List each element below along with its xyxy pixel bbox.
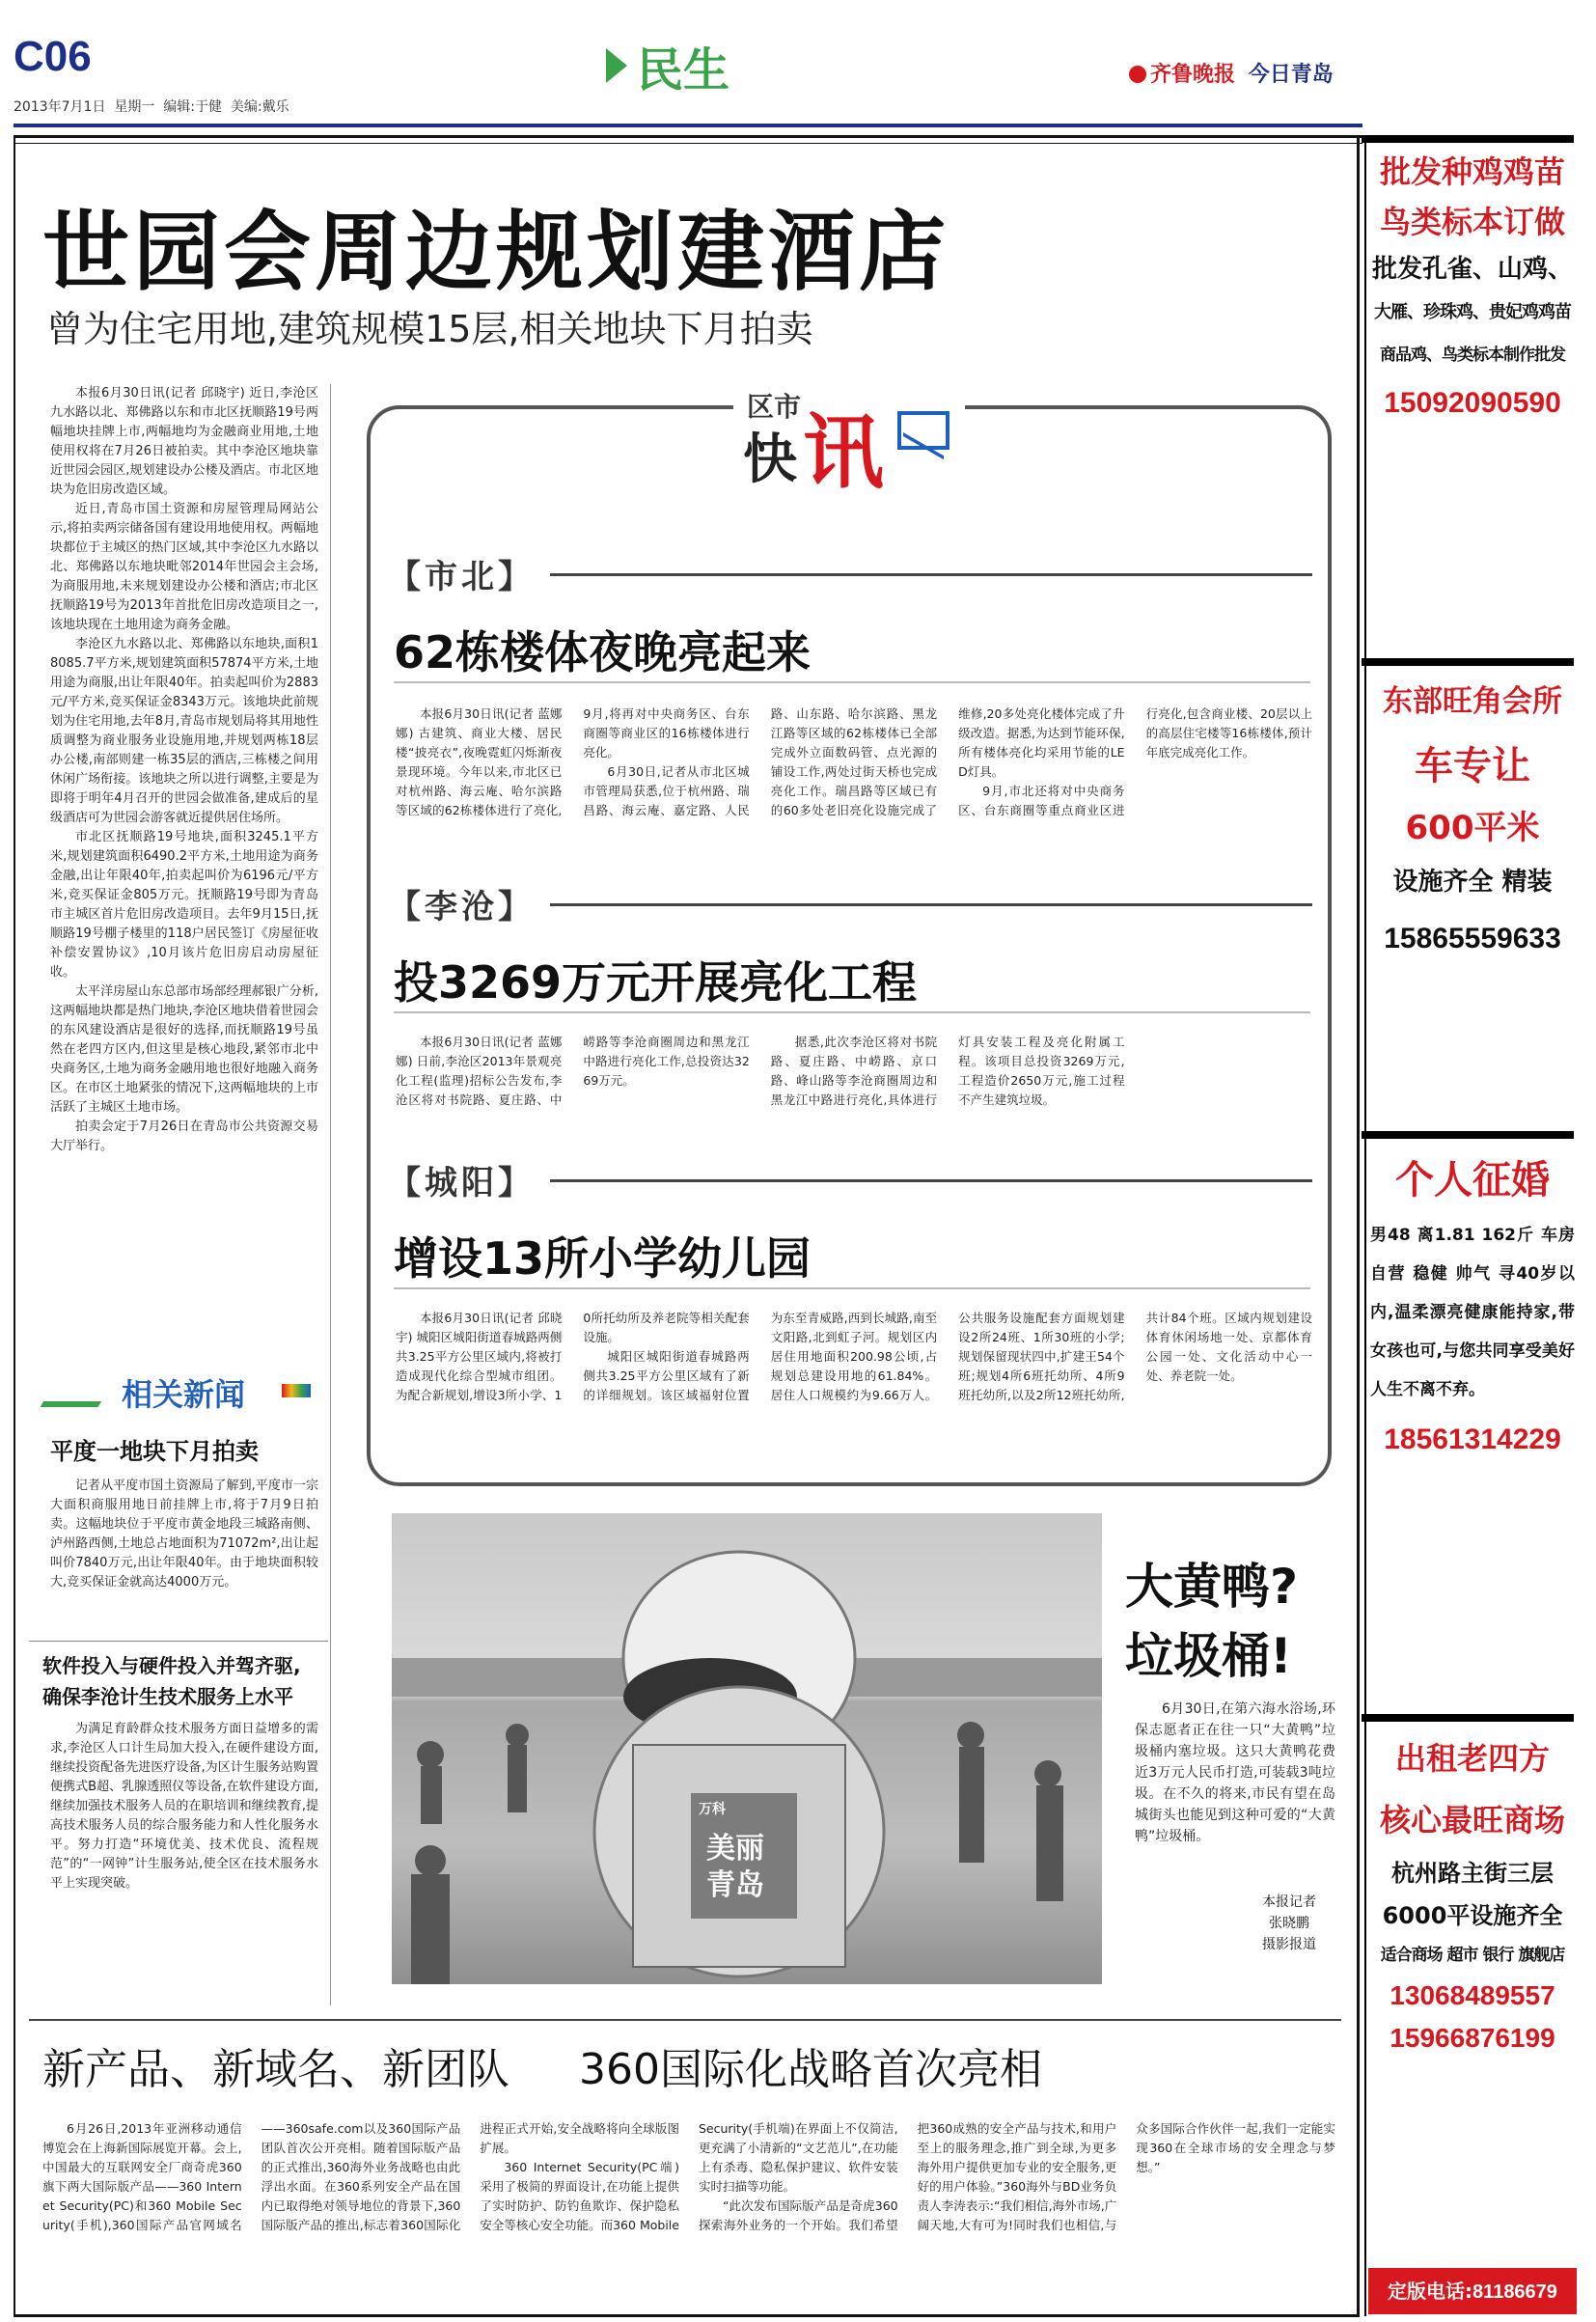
ad-sub: 批发孔雀、山鸡、 [1371, 255, 1573, 284]
ad-headline: 东部旺角会所 [1383, 684, 1562, 719]
ad-headline: 批发种鸡鸡苗 [1379, 153, 1565, 190]
hotline-phone[interactable]: 81186679 [1472, 2281, 1557, 2303]
ad-phone[interactable]: 13068489557 [1390, 1980, 1555, 2010]
ad-phone[interactable]: 15966876199 [1390, 2023, 1555, 2053]
ad-sub: 设施齐全 精装 [1392, 868, 1553, 897]
ad-headline: 出租老四方 [1394, 1740, 1550, 1777]
health-title-1: 软件投入与硬件投入并驾齐驱, [42, 1654, 301, 1677]
licang-body [396, 1033, 1312, 1139]
ad-sub: 杭州路主街三层 [1391, 1860, 1554, 1887]
weekday: 星期一 [114, 99, 155, 115]
lead-para: 拍卖会定于7月26日在青岛市公共资源交易大厅举行。 [50, 1120, 318, 1153]
duck-bin-illustration [392, 1513, 1102, 1984]
bottom-para: 360 Internet Security(PC端)采用了极简的界面设计,在功能上提供了实时防护、防钓鱼欺诈、保护隐私安全等核心安全功能。而360 Mobile Security(手机端)在界面上不仅简洁,更充满了小清新的“文艺范儿”,在功能上有杀毒、隐私保护建议、软件安装实时扫描等功能。 [480, 2121, 898, 2232]
related-label: 相关新闻 [122, 1376, 246, 1413]
shibei-para: 9月,市北还将对中央商务区、台东商圈等重点商业区进行亮化,包含商业楼、20层以上的高层住宅楼等16栋楼体,预计年底完成亮化工作。 [958, 706, 1312, 817]
health-para: 为满足育龄群众技术服务方面日益增多的需求,李沧区人口计生局加大投入,在硬件建设方面,继续投资配备先进医疗设备,为区计生服务站购置便携式B超、乳腺透照仪等设备,在软件建设方面,继续加强技术服务人员的在职培训和继续教育,提高技术服务人员的综合服务能力和人性化服务水平。努力打造“环境优美、技术优良、流程规范”的“一网钟”计生服务站,使全区在技术服务水平上实现突破。 [50, 1722, 318, 1891]
photo-caption-text: 6月30日,在第六海水浴场,环保志愿者正在往一只“大黄鸭”垃圾桶内塞垃圾。这只大黄鸭花费近3万元人民币打造,可装载3吨垃圾。在不久的将来,市民有望在岛城街头也能见到这种可爱的“大黄鸭”垃圾桶。 [1135, 1701, 1335, 1844]
section-title-shibei: 62栋楼体夜晚亮起来 [394, 626, 812, 678]
ad-sub: 商品鸡、鸟类标本制作批发 [1380, 346, 1565, 365]
section-tag-shibei: 【市北】 [388, 558, 535, 596]
bottom-body [42, 2119, 1335, 2308]
health-body [50, 1720, 318, 1894]
lead-para: 李沧区九水路以北、郑佛路以东地块,面积18085.7平方米,规划建筑面积57874平方米,土地用途为商服,出让年限40年。拍卖起叫价为2883元/平方米,竞买保证金8343万元。该地块此前规划为住宅用地,去年8月,青岛市规划局将其用地性质调整为商业服务业设施用地,并规划两栋18层办公楼,南部则建一栋35层的酒店,三栋楼之间用休闲广场衔接。该地块之所以进行调整,主要是为即将于明年4月召开的世园会做准备,建成后的星级酒店可为世园会游客就近提供居住场所。 [50, 637, 318, 825]
ad-sub: 大雁、珍珠鸡、贵妃鸡鸡苗 [1374, 302, 1571, 322]
photo-title-2: 垃圾桶! [1125, 1628, 1292, 1684]
section-title-licang: 投3269万元开展亮化工程 [394, 956, 918, 1009]
related-para: 记者从平度市国土资源局了解到,平度市一宗大面积商服用地日前挂牌上市,将于7月9日拍卖。这幅地块位于平度市黄金地段三城路南侧、泸州路西侧,土地总占地面积为71072m²,出让起叫价7840万元,出让年限40年。由于地块面积较大,竞买保证金就高达4000万元。 [50, 1479, 318, 1589]
ad-headline: 鸟类标本订做 [1379, 204, 1565, 240]
section-icon [606, 48, 627, 83]
quick-label-char: 讯 [803, 404, 885, 500]
ad-headline: 个人征婚 [1395, 1158, 1550, 1202]
section-tag-chengyang: 【城阳】 [388, 1164, 535, 1202]
bottom-para: 6月26日,2013年亚洲移动通信博览会在上海新国际展览开幕。会上,中国最大的互联网安全厂商奇虎360旗下两大国际版产品——360 Internet Security(PC)和360 Mobile Security(手机),360国际产品官网域名——360safe.com以及360国际产品团队首次公开亮相。随着国际版产品的正式推出,360海外业务战略也由此浮出水面。在360系列安全产品在国内已取得绝对领导地位的背景下,360国际版产品的推出,标志着360国际化进程正式开始,安全战略将向全球版图扩展。 [42, 2121, 679, 2232]
duck-bin-photo [392, 1513, 1102, 1984]
ad-phone[interactable]: 15865559633 [1384, 923, 1561, 954]
health-title-2: 确保李沧计生技术服务上水平 [42, 1685, 293, 1708]
bin-brand: 万科 [699, 1802, 726, 1817]
related-badge [50, 1370, 316, 1413]
licang-para: 据悉,此次李沧区将对书院路、夏庄路、中崂路、京口路、峰山路等李沧商圈周边和黑龙江中路进行亮化,具体进行灯具安装工程及亮化附属工程。该项目总投资3269万元,工程造价2650万元,施工过程不产生建筑垃圾。 [770, 1035, 1125, 1107]
licang-para: 本报6月30日讯(记者 蓝娜娜) 日前,李沧区2013年景观亮化工程(监理)招标公告发布,李沧区将对书院路、夏庄路、中崂路等李沧商圈周边和黑龙江中路进行亮化工作,总投资达3269万元。 [396, 1035, 750, 1107]
quick-label [733, 378, 965, 500]
ad-sub: 6000平设施齐全 [1382, 1902, 1563, 1929]
lead-para: 本报6月30日讯(记者 邱晓宇) 近日,李沧区九水路以北、郑佛路以东和市北区抚顺路19号两幅地块挂牌上市,两幅地均为金融商业用地,土地使用权将在7月26日被拍卖。其中李沧区地块靠近世园会园区,规划建设办公楼及酒店。市北区地块为危旧房改造区域。 [50, 386, 318, 497]
bottom-title-left: 新产品、新域名、新团队 [42, 2045, 509, 2094]
lead-para: 太平洋房屋山东总部市场部经理郝银广分析,这两幅地块都是热门地块,李沧区地块借着世园会的东风建设酒店是很好的选择,而抚顺路19号虽然在老四方区内,但这里是核心地段,紧邻市北中央商务区,土地为商务金融用地也很好地融入商务区。在市区土地紧张的情况下,这两幅地块的上市活跃了主城区土地市场。 [50, 984, 318, 1115]
chengyang-body [396, 1309, 1312, 1473]
ad-sub: 600平米 [1405, 809, 1540, 847]
lead-body [50, 384, 318, 1156]
ad-hotline [1368, 2268, 1577, 2314]
ad-mall [1370, 1728, 1575, 2059]
bottom-title-right: 360国际化战略首次亮相 [579, 2045, 1042, 2094]
section-title-chengyang: 增设13所小学幼儿园 [394, 1232, 812, 1285]
bin-text-2: 青岛 [706, 1868, 764, 1902]
ad-marriage [1370, 1145, 1575, 1471]
photo-credit [1251, 1892, 1328, 1955]
ad-headline: 车专让 [1415, 744, 1530, 788]
section-title: 民生 [637, 43, 730, 97]
designer: 美编:戴乐 [230, 99, 289, 115]
ad-phone[interactable]: 18561314229 [1384, 1424, 1561, 1455]
shibei-para: 本报6月30日讯(记者 蓝娜娜) 古建筑、商业大楼、居民楼“披亮衣”,夜晚霓虹闪烁渐夜景现环境。今年以来,市北区已对杭州路、海云庵、哈尔滨路等区域的62栋楼体进行了亮化,9月,将再对中央商务区、台东商圈等商业区的16栋楼体进行亮化。 [396, 706, 750, 817]
masthead-rule [14, 124, 1362, 127]
shibei-para: 6月30日,记者从市北区城市管理局获悉,位于杭州路、瑞昌路、海云庵、嘉定路、人民路、山东路、哈尔滨路、黑龙江路等区域的62栋楼体已全部完成外立面数码管、点光源的铺设工作,两处过街天桥也完成亮化工作。瑞昌路等区域已有的60多处老旧亮化设施完成了维修,20多处亮化楼体完成了升级改造。据悉,为达到节能环保,所有楼体亮化均采用节能的LED灯具。 [583, 706, 1125, 817]
related-body [50, 1477, 318, 1592]
chengyang-para: 城阳区城阳街道春城路两侧共3.25平方公里区域有了新的详细规划。该区域福射位置为东至青威路,西到长城路,南至文阳路,北到虹子河。规划区内居住用地面积200.98公顷,占规划总建设用地的61.84%。居住人口规模约为9.66万人。公共服务设施配套方面规划建设2所24班、1所30班的小学;规划保留现状四中,扩建王54个班;规划4所6班托幼所、4所9班托幼所,以及2所12班托幼所,共计84个班。区域内规划建设体育休闲场地一处、京都体育公园一处、文化活动中心一处、养老院一处。 [583, 1311, 1312, 1402]
lead-para: 市北区抚顺路19号地块,面积3245.1平方米,规划建筑面积6490.2平方米,土地用途为商务金融,出让年限40年,拍卖起叫价为6196元/平方米,竞买保证金805万元。抚顺路19号即为青岛市主城区首片危旧房改造项目。去年9月15日,抚顺路19号棚子楼里的118户居民签订《房屋征收补偿安置协议》,10月该片危旧房启动房屋征收。 [50, 830, 318, 980]
lead-headline: 世园会周边规划建酒店 [42, 201, 949, 303]
quick-label-top: 区市 [747, 391, 802, 423]
credit-line: 摄影报道 [1262, 1937, 1316, 1952]
ad-body: 男48 离1.81 162斤 车房自营 稳健 帅气 寻40岁以内,温柔漂亮健康能持家,带女孩也可,与您共同享受美好人生不离不弃。 [1370, 1226, 1575, 1399]
editor: 编辑:于健 [163, 99, 222, 115]
masthead-date [14, 97, 289, 116]
shibei-body [396, 705, 1312, 859]
bottom-para: “此次发布国际版产品是奇虎360探索海外业务的一个开始。我们希望把360成熟的安全产品与技术,和用户至上的服务理念,推广到全球,为更多海外用户提供更加专业的安全服务,更好的用户体验。”360海外与BD业务负责人李涛表示:“我们相信,海外市场,广阔天地,大有可为!同时我们也相信,与众多国际合作伙伴一起,我们一定能实现360在全球市场的安全理念与梦想。” [698, 2121, 1335, 2232]
lead-para: 近日,青岛市国土资源和房屋管理局网站公示,将拍卖两宗储备国有建设用地使用权。两幅地块都位于主城区的热门区域,其中李沧区九水路以北、郑佛路以东地块毗邻2014年世园会主会场,为商服用地,未来规划建设办公楼和酒店;市北区抚顺路19号为2013年首批危旧房改造项目之一,该地块现在土地用途为商务金融。 [50, 502, 318, 632]
photo-caption [1135, 1699, 1335, 1847]
credit-line: 张晓鹏 [1269, 1916, 1309, 1931]
ad-sub: 适合商场 超市 银行 旗舰店 [1380, 1946, 1565, 1965]
edition-text: 今日青岛 [1248, 62, 1334, 87]
logo-icon [1129, 66, 1146, 83]
quick-label-big: 快 [743, 428, 797, 491]
logo-text: 齐鲁晚报 [1150, 62, 1236, 87]
ad-phone[interactable]: 15092090590 [1384, 387, 1561, 419]
pencil-icon [41, 1372, 119, 1407]
page-number: C06 [14, 33, 92, 80]
related-title: 平度一地块下月拍卖 [50, 1438, 259, 1465]
ad-headline: 核心最旺商场 [1379, 1802, 1565, 1838]
chengyang-para: 本报6月30日讯(记者 邱晓宇) 城阳区城阳街道春城路两侧共3.25平方公里区域内,将被打造成现代化综合型城市组团。为配合新规划,增设3所小学、10所托幼所及养老院等相关配套设施。 [396, 1311, 750, 1402]
bin-text-1: 美丽 [706, 1832, 764, 1866]
ad-poultry [1370, 147, 1575, 430]
section-tag-licang: 【李沧】 [388, 888, 535, 926]
logo [1129, 58, 1334, 88]
ad-club [1370, 672, 1575, 969]
photo-title-1: 大黄鸭? [1125, 1559, 1299, 1615]
date: 2013年7月1日 [14, 99, 106, 115]
credit-line: 本报记者 [1262, 1894, 1316, 1910]
lead-subhead: 曾为住宅用地,建筑规模15层,相关地块下月拍卖 [46, 308, 813, 350]
hotline-label: 定版电话: [1388, 2280, 1473, 2303]
